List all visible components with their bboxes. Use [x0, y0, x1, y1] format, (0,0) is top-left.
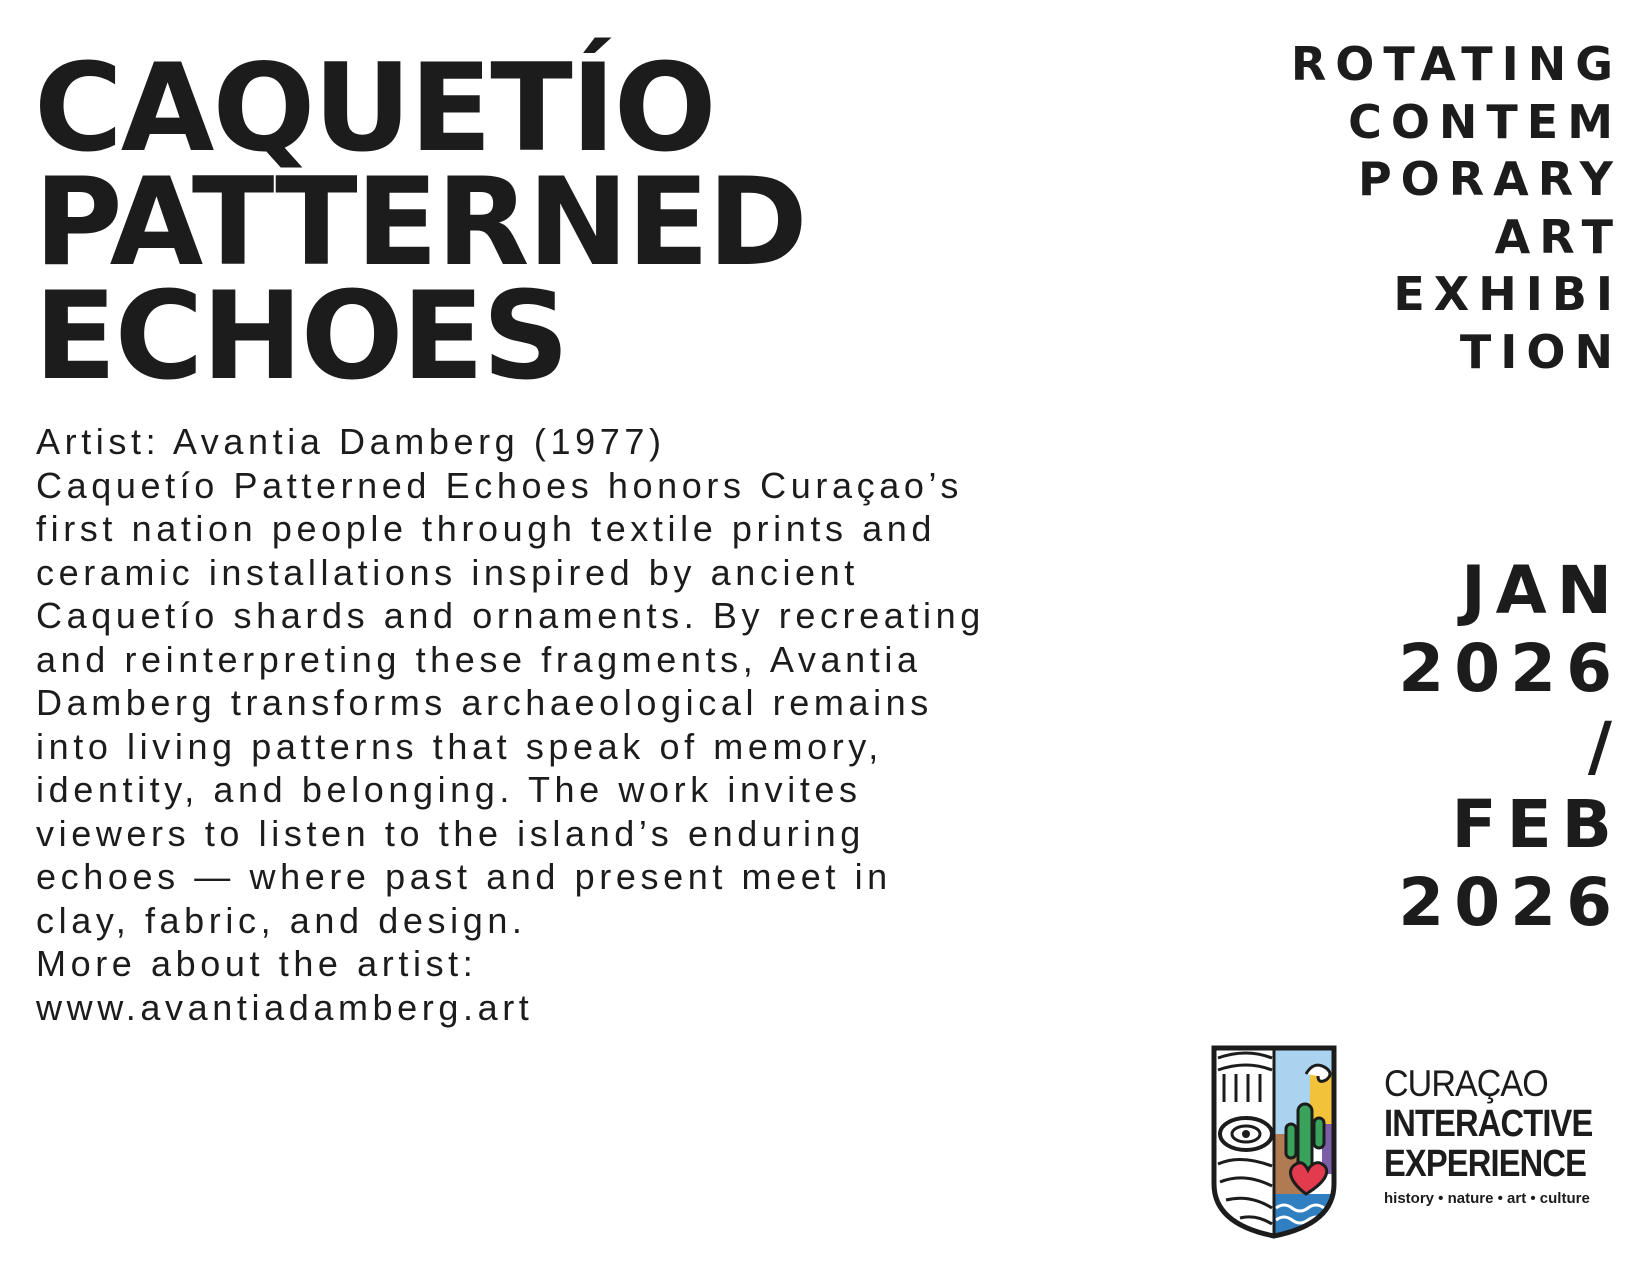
description-line: and reinterpreting these fragments, Avantia [36, 638, 922, 680]
description-line: first nation people through textile prints and [36, 508, 937, 549]
description-line: Caquetío Patterned Echoes honors Curaçao’s [36, 464, 963, 506]
side-label-line: ART [1494, 209, 1622, 264]
date-month-start: JAN [1461, 552, 1622, 629]
description-line: viewers to listen to the island’s enduring [36, 812, 865, 854]
side-label-line: ROTATING [1290, 37, 1622, 91]
brand-line-2: INTERACTIVE [1384, 1103, 1593, 1145]
date-year-start: 2026 [1398, 630, 1622, 707]
title-line-3: ECHOES [34, 266, 568, 407]
side-label-line: PORARY [1357, 152, 1622, 206]
side-label-line: CONTEM [1348, 94, 1622, 149]
brand-wordmark [1384, 1064, 1626, 1208]
title-line-2: PATTERNED [34, 152, 806, 293]
date-month-end: FEB [1451, 786, 1622, 863]
artist-website-link[interactable]: www.avantiadamberg.art [36, 986, 534, 1028]
exhibition-type-label [1291, 36, 1622, 381]
description-line: echoes — where past and present meet in [36, 856, 892, 897]
date-year-end: 2026 [1398, 864, 1622, 941]
brand-tagline: history • nature • art • culture [1384, 1190, 1590, 1207]
side-label-line: EXHIBI [1393, 267, 1622, 321]
description-line: into living patterns that speak of memory, [36, 725, 883, 767]
description-line: Caquetío shards and ornaments. By recreating [36, 595, 985, 636]
exhibition-dates [1398, 552, 1622, 942]
brand-line-3: EXPERIENCE [1384, 1143, 1587, 1185]
curacao-shield-logo-icon [1210, 1044, 1338, 1240]
exhibition-title [34, 38, 806, 407]
exhibition-description [36, 420, 1196, 1029]
artist-line: Artist: Avantia Damberg (1977) [36, 421, 666, 462]
more-about-label: More about the artist: [36, 943, 478, 984]
description-line: Damberg transforms archaeological remains [36, 682, 933, 723]
side-label-line: TION [1459, 324, 1622, 379]
date-separator: / [1587, 708, 1622, 785]
description-line: clay, fabric, and design. [36, 899, 527, 941]
description-line: identity, and belonging. The work invites [36, 769, 862, 810]
description-line: ceramic installations inspired by ancient [36, 551, 859, 593]
title-line-1: CAQUETÍO [34, 38, 715, 179]
brand-line-1: CURAÇAO [1384, 1063, 1548, 1104]
